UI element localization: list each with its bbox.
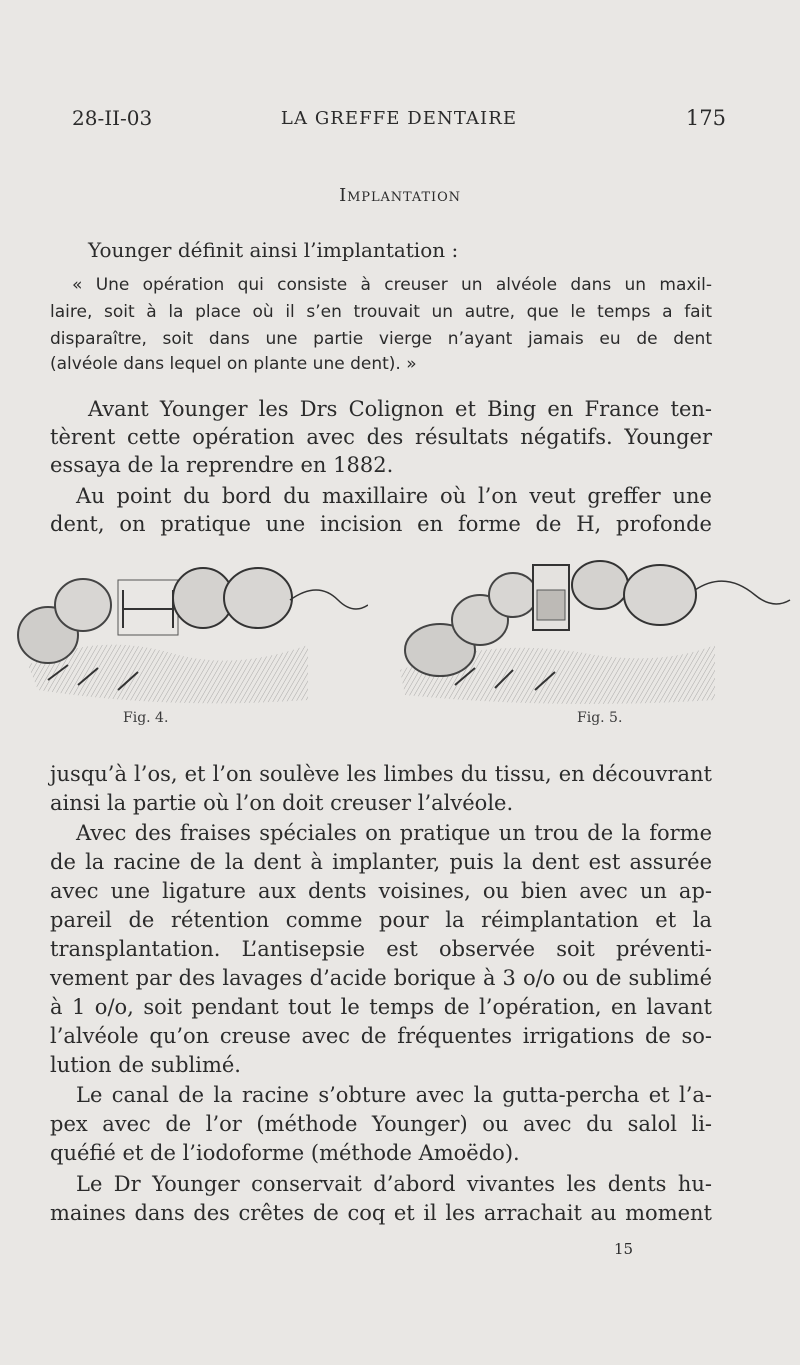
paragraph-line: Le Dr Younger conservait d’abord vivantes les dents hu- — [76, 1172, 712, 1196]
header-title: LA GREFFE DENTAIRE — [280, 108, 518, 129]
paragraph-line: l’alvéole qu’on creuse avec de fréquentes irrigations de so- — [50, 1024, 712, 1048]
paragraph-line: à 1 o/o, soit pendant tout le temps de l’opération, en lavant — [50, 995, 712, 1019]
para-line-text: Avant Younger les Drs Colignon et Bing en France ten- — [88, 397, 712, 421]
figure-5-illustration — [395, 560, 795, 726]
paragraph-line: maines dans des crêtes de coq et il les arrachait au moment — [50, 1201, 712, 1225]
paragraph-line: avec une ligature aux dents voisines, ou bien avec un ap- — [50, 879, 712, 903]
figure-caption: Fig. 5. — [577, 710, 623, 726]
paragraph-line: dent, on pratique une incision en forme de H, profonde — [50, 512, 712, 536]
paragraph-line: Avec des fraises spéciales on pratique un trou de la forme — [76, 821, 712, 845]
quote-line: (alvéole dans lequel on plante une dent). » — [50, 354, 417, 374]
paragraph-line: pex avec de l’or (méthode Younger) ou avec du salol li- — [50, 1112, 712, 1136]
teeth-illustration-icon — [395, 560, 795, 710]
paragraph-line: quéfié et de l’iodoforme (méthode Amoëdo). — [50, 1141, 520, 1165]
paragraph-line: Le canal de la racine s’obture avec la gutta-percha et l’a- — [76, 1083, 712, 1107]
paragraph-line: lution de sublimé. — [50, 1053, 241, 1077]
intro-line: Younger définit ainsi l’implantation : — [88, 238, 459, 262]
quote-line: « Une opération qui consiste à creuser un alvéole dans un maxil- — [72, 275, 712, 295]
paragraph-line: vement par des lavages d’acide borique à 3 o/o ou de sublimé — [50, 966, 712, 990]
paragraph-line: jusqu’à l’os, et l’on soulève les limbes du tissu, en découvrant — [50, 762, 712, 786]
paragraph-line: ainsi la partie où l’on doit creuser l’alvéole. — [50, 791, 514, 815]
paragraph-line: de la racine de la dent à implanter, puis la dent est assurée — [50, 850, 712, 874]
teeth-illustration-icon — [8, 560, 368, 710]
running-header — [72, 106, 726, 142]
paragraph-line: tèrent cette opération avec des résultats négatifs. Younger — [50, 425, 712, 449]
paragraph-line: essaya de la reprendre en 1882. — [50, 453, 394, 477]
page-number: 175 — [685, 106, 726, 130]
paragraph-line: Au point du bord du maxillaire où l’on veut greffer une — [76, 484, 712, 508]
figure-caption: Fig. 4. — [123, 710, 169, 726]
section-title-text: Implantation — [339, 185, 461, 206]
signature-mark: 15 — [614, 1240, 634, 1258]
section-title — [0, 185, 800, 206]
paragraph-line: transplantation. L’antisepsie est observée soit préventi- — [50, 937, 712, 961]
quote-line: laire, soit à la place où il s’en trouvait un autre, que le temps a fait — [50, 302, 712, 322]
header-date: 28-II-03 — [72, 106, 153, 130]
paragraph-line — [88, 397, 712, 421]
paragraph-line: pareil de rétention comme pour la réimplantation et la — [50, 908, 712, 932]
quote-line: disparaître, soit dans une partie vierge n’ayant jamais eu de dent — [50, 329, 712, 349]
figure-4-illustration — [8, 560, 368, 726]
